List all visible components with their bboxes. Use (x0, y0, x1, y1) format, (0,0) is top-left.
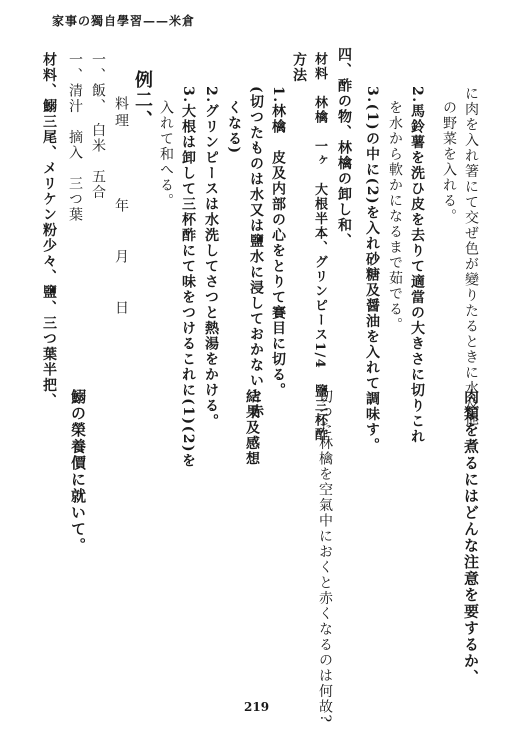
text-column: (切つたものは水又は鹽水に浸しておかないと赤 (248, 86, 264, 420)
text-column: 材料、鰯三尾、メリケン粉少々、鹽、三つ葉半把、 (41, 52, 57, 409)
subheading: 方法 (291, 52, 307, 83)
question-text: 切つた林檎を空氣中におくと赤くなるのは何故? (317, 389, 333, 724)
text-column: くなる) (226, 100, 242, 155)
question-text: 結果及感想 (244, 389, 260, 467)
example-heading: 例二、 (132, 70, 153, 130)
text-column: の野菜を入れる。 (441, 100, 457, 224)
text-column: に肉を入れ箸にて交ぜ色が變りたるときに水及他 (463, 86, 479, 427)
text-column: 2.馬鈴薯を洗ひ皮を去りて適當の大きさに切りこれ (409, 86, 425, 445)
page-number: 219 (244, 700, 270, 714)
text-column: 一、清汁 摘入 三つ葉 (67, 52, 83, 223)
text-column: を水から軟かになるまで茹でる。 (387, 100, 403, 333)
text-column: 3.大根は卸して三杯酢にて味をつけるこれに(1)(2)を (180, 86, 196, 469)
text-column: 入れて和へる。 (158, 100, 174, 209)
question-text: 鰯の榮養價に就いて。 (69, 389, 87, 554)
question-text: 肉類を煮るにはどんな注意を要するか、 (462, 389, 480, 686)
text-column: 一、飯、 白米 五合 (90, 52, 106, 200)
section-heading: 四、酢の物、林檎の卸し和、 (336, 47, 352, 249)
text-column: 材料 林檎 一ヶ 大根半本、グリンピース1/4 鹽三杯酢 (312, 52, 327, 442)
running-header: 家事の獨自學習——米倉 (52, 14, 196, 28)
text-column: 2.グリンピースは水洗してさつと熱湯をかける。 (203, 86, 219, 430)
text-column: 1.林檎 皮及内部の心をとりて賽目に切る。 (270, 86, 286, 399)
text-column: 3.(1)の中に(2)を入れ砂糖及醤油を入れて調味す。 (364, 86, 380, 454)
text-column: 料理 年 月 日 (113, 96, 129, 317)
